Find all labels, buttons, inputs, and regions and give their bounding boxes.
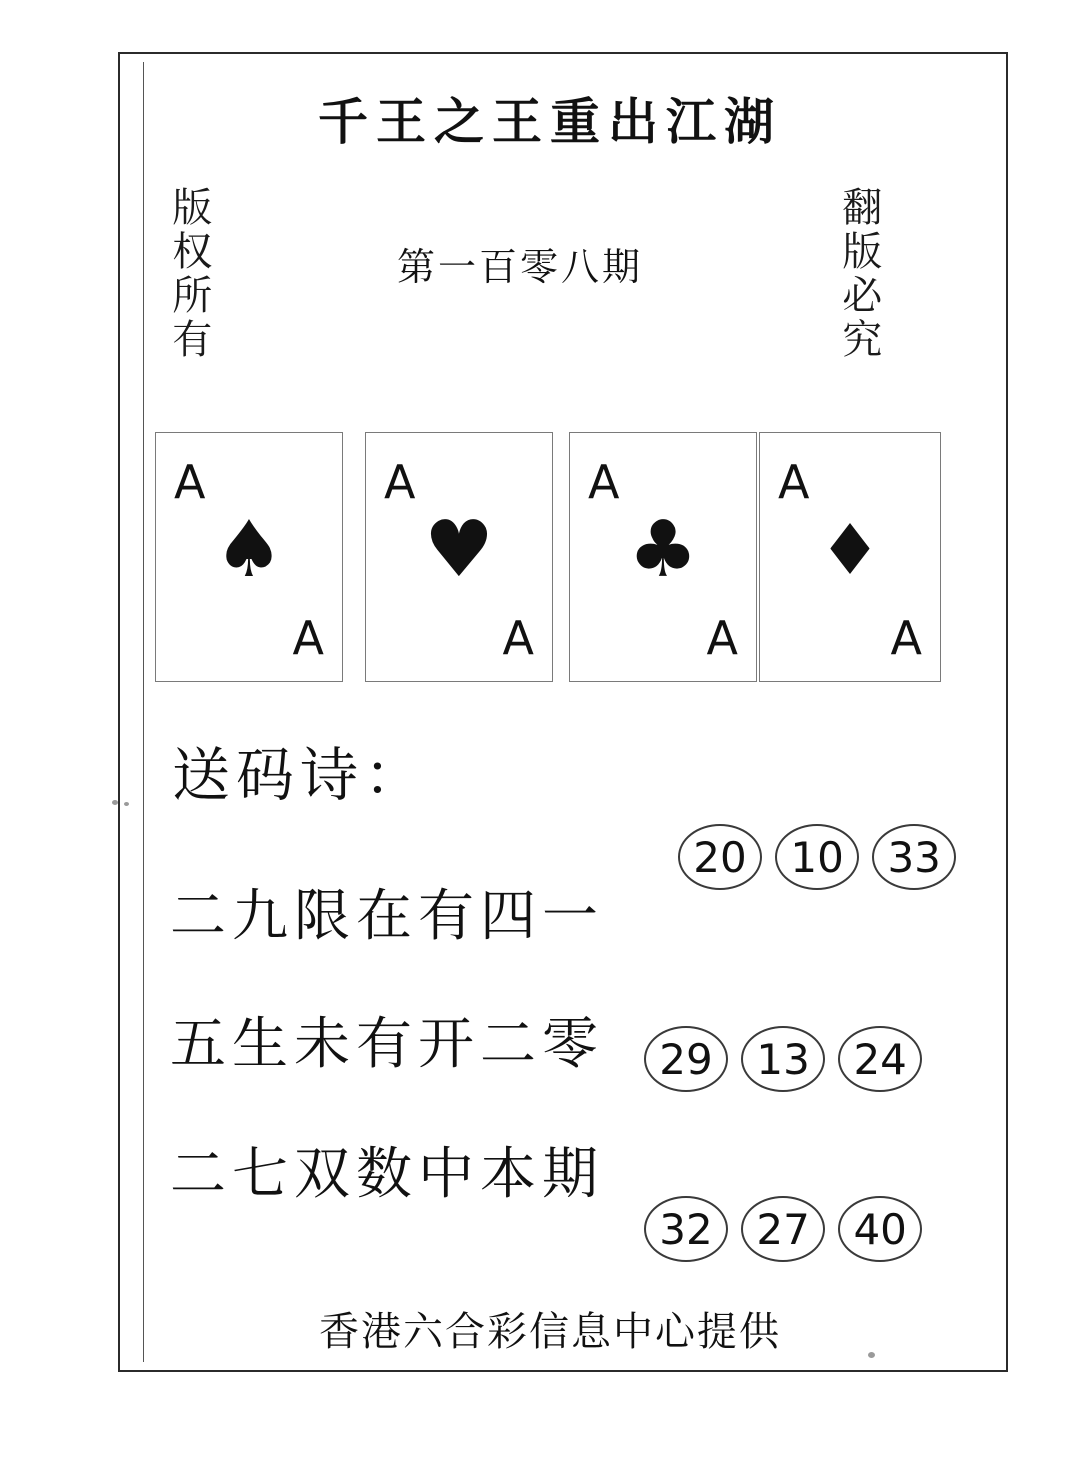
playing-cards-row — [155, 432, 935, 682]
poem-line-1: 二九限在有四一 — [170, 884, 604, 949]
number-ball: 10 — [775, 824, 859, 890]
card-rank-bottom: A — [292, 611, 324, 665]
number-row-2 — [644, 1026, 930, 1102]
number-ball: 32 — [644, 1196, 728, 1262]
spade-icon: ♠ — [214, 505, 284, 595]
poem-line-3: 二七双数中本期 — [170, 1142, 604, 1207]
poem-heading: 送码诗： — [172, 741, 429, 809]
number-ball: 29 — [644, 1026, 728, 1092]
poem-line-2: 五生未有开二零 — [170, 1012, 604, 1077]
number-ball: 24 — [838, 1026, 922, 1092]
number-ball: 40 — [838, 1196, 922, 1262]
footer-credit: 香港六合彩信息中心提供 — [319, 1309, 781, 1355]
card-heart — [365, 432, 553, 682]
number-row-3 — [644, 1196, 930, 1272]
card-rank-top: A — [588, 455, 620, 509]
card-diamond — [759, 432, 941, 682]
card-rank-top: A — [174, 455, 206, 509]
copyright-note-left: 版权所有 — [165, 186, 212, 362]
page-title: 千王之王重出江湖 — [318, 92, 782, 151]
heart-icon: ♥ — [424, 505, 494, 595]
card-rank-top: A — [384, 455, 416, 509]
card-rank-bottom: A — [502, 611, 534, 665]
card-club — [569, 432, 757, 682]
card-spade — [155, 432, 343, 682]
number-ball: 13 — [741, 1026, 825, 1092]
number-ball: 33 — [872, 824, 956, 890]
number-ball: 20 — [678, 824, 762, 890]
number-row-1 — [678, 824, 964, 900]
card-rank-bottom: A — [706, 611, 738, 665]
scan-speck — [868, 1352, 875, 1358]
diamond-icon: ♦ — [818, 509, 882, 591]
scan-speck — [112, 800, 118, 805]
card-rank-bottom: A — [890, 611, 922, 665]
club-icon: ♣ — [628, 505, 698, 595]
number-ball: 27 — [741, 1196, 825, 1262]
scan-speck — [124, 802, 129, 806]
copyright-note-right: 翻版必究 — [835, 186, 882, 362]
card-rank-top: A — [778, 455, 810, 509]
issue-number: 第一百零八期 — [396, 245, 643, 289]
